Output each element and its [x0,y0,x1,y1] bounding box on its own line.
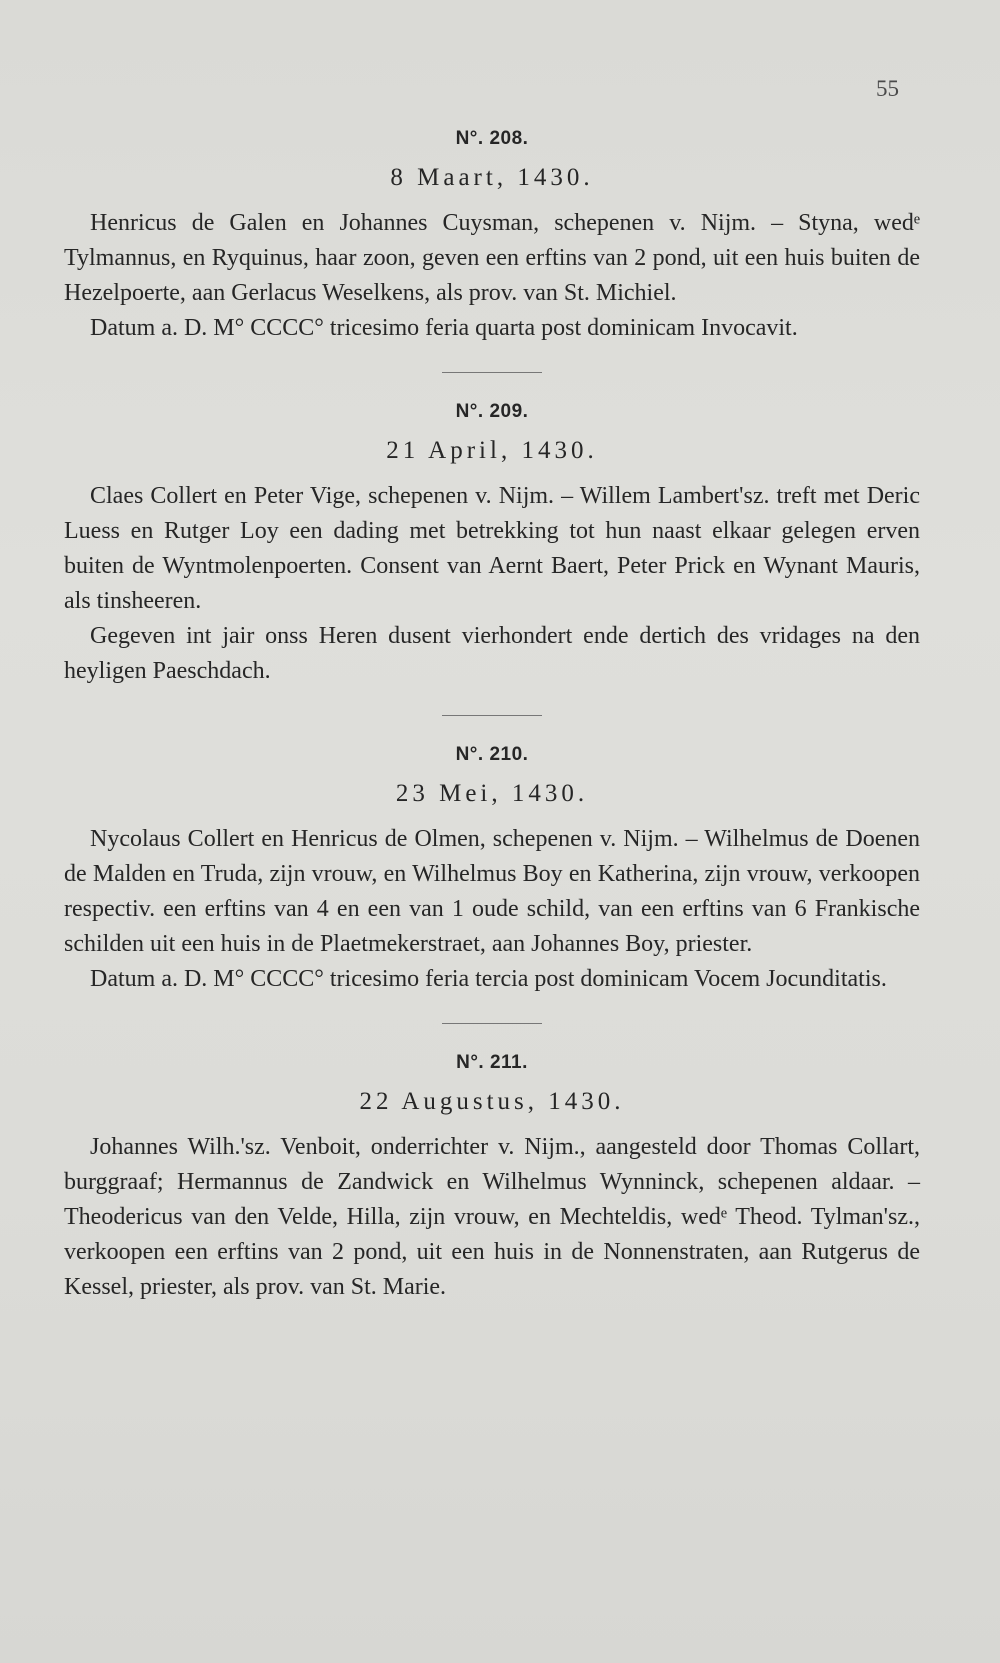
entry-paragraph: Gegeven int jair onss Heren dusent vierhondert ende dertich des vridages na den heyligen Paeschdach. [64,623,920,684]
section-divider [442,715,542,716]
entry-paragraph: Claes Collert en Peter Vige, schepenen v. Nijm. – Willem Lambert'sz. treft met Deric Luess en Rutger Loy een dading met betrekking tot hun naast elkaar gelegen erven buiten de Wyntmolenpoerten. Consent van Aernt Baert, Peter Prick en Wynant Mauris, als tinsheeren. [64,483,920,614]
entry-paragraph: Johannes Wilh.'sz. Venboit, onderrichter v. Nijm., aangesteld door Thomas Collart, burggraaf; Hermannus de Zandwick en Wilhelmus Wynninck, schepenen aldaar. – Theodericus van den Velde, Hilla, zijn vrouw, en Mechteldis, wedᵉ Theod. Tylman'sz., verkoopen een erftins van 2 pond, uit een huis in de Nonnenstraten, aan Rutgerus de Kessel, priester, als prov. van St. Marie. [64,1134,920,1300]
entry-date: 8 Maart, 1430. [390,164,594,191]
text-column [64,128,920,1305]
section-divider [442,1023,542,1024]
entry-body [64,1130,920,1305]
entry-number: N°. 208. [455,128,529,149]
entry-date: 21 April, 1430. [386,437,598,464]
section-divider [442,372,542,373]
entry-number: N°. 209. [455,401,529,422]
entry-211 [64,1052,920,1305]
entry-209 [64,401,920,689]
entry-number: N°. 211. [456,1052,528,1073]
entry-paragraph: Henricus de Galen en Johannes Cuysman, schepenen v. Nijm. – Styna, wedᵉ Tylmannus, en Ryquinus, haar zoon, geven een erftins van 2 pond, uit een huis buiten de Hezelpoerte, aan Gerlacus Weselkens, als prov. van St. Michiel. [64,210,920,306]
entry-body [64,206,920,346]
page-number: 55 [876,76,899,101]
entry-208 [64,128,920,346]
entry-paragraph: Datum a. D. M° CCCC° tricesimo feria quarta post dominicam Invocavit. [90,315,798,341]
entry-number: N°. 210. [455,744,529,765]
entry-210 [64,744,920,997]
entry-date: 22 Augustus, 1430. [359,1088,625,1115]
entry-body [64,822,920,997]
entry-paragraph: Datum a. D. M° CCCC° tricesimo feria tercia post dominicam Vocem Jocunditatis. [90,966,887,992]
entry-body [64,479,920,689]
entry-paragraph: Nycolaus Collert en Henricus de Olmen, schepenen v. Nijm. – Wilhelmus de Doenen de Malden en Truda, zijn vrouw, en Wilhelmus Boy en Katherina, zijn vrouw, verkoopen respectiv. een erftins van 4 en een van 1 oude schild, van een erftins van 6 Frankische schilden uit een huis in de Plaetmekerstraet, aan Johannes Boy, priester. [64,826,920,957]
entry-date: 23 Mei, 1430. [395,780,589,807]
